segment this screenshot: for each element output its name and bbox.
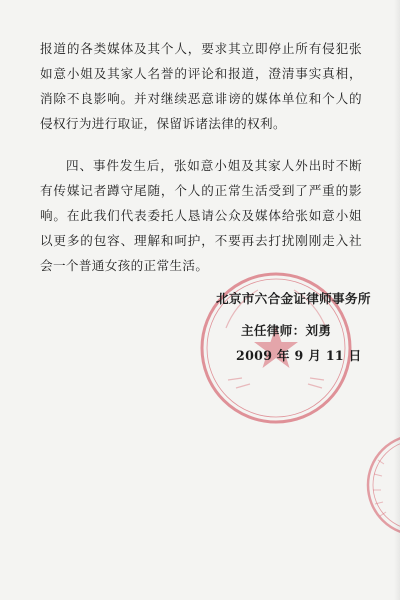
director-signature: 主任律师：刘勇 bbox=[241, 323, 332, 338]
scan-edge-shadow bbox=[394, 0, 400, 600]
body-paragraph-1: 报道的各类媒体及其个人，要求其立即停止所有侵犯张如意小姐及其家人名誉的评论和报道，澄清事实真相，消除不良影响。并对继续恶意诽谤的媒体单位和个人的侵权行为进行取证，保留诉诸法律的权利。 bbox=[40, 41, 362, 131]
body-paragraph-2: 四、事件发生后，张如意小姐及其家人外出时不断有传媒记者蹲守尾随，个人的正常生活受到了严重的影响。在此我们代表委托人恳请公众及媒体给张如意小姐以更多的包容、理解和呵护，不要再去打扰刚刚走入社会一个普通女孩的正常生活。 bbox=[40, 158, 362, 273]
signature-date: 2009 年 9 月 11 日 bbox=[236, 348, 362, 363]
law-firm-name: 北京市六合金证律师事务所 bbox=[216, 291, 371, 306]
